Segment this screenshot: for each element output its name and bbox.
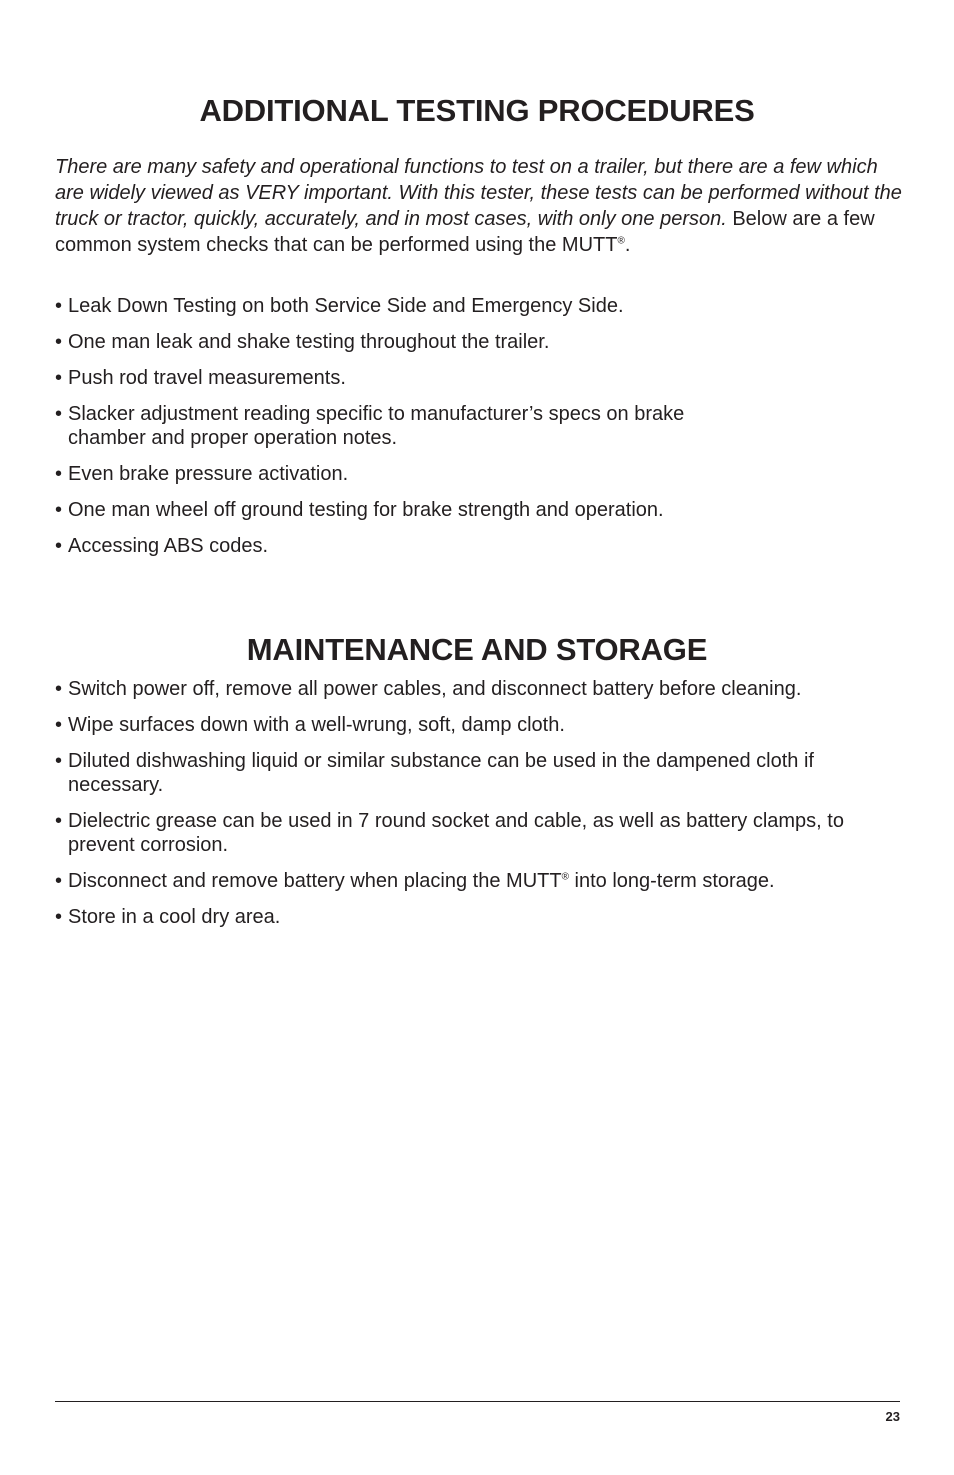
list-item: • Leak Down Testing on both Service Side and Emergency Side.	[55, 295, 624, 317]
bullet-icon: •	[55, 714, 63, 736]
intro-paragraph	[55, 154, 905, 258]
registered-mark: ®	[561, 871, 569, 883]
bullet-icon: •	[55, 678, 63, 700]
list-item: • One man wheel off ground testing for brake strength and operation.	[55, 499, 664, 521]
section-title-additional-testing: ADDITIONAL TESTING PROCEDURES	[199, 93, 755, 128]
intro-regular-text: Below are a few common system checks that can be performed using the MUTT	[55, 208, 875, 256]
bullet-icon: •	[55, 403, 63, 425]
bullet-icon: •	[55, 295, 63, 317]
bullet-icon: •	[55, 870, 63, 892]
bullet-icon: •	[55, 367, 63, 389]
list-item: • Accessing ABS codes.	[55, 535, 269, 557]
bullet-icon: •	[55, 906, 63, 928]
list-item: • Store in a cool dry area.	[55, 906, 281, 928]
list-item: • Disconnect and remove battery when placing the MUTT® into long-term storage.	[55, 870, 775, 892]
bullet-icon: •	[55, 750, 63, 772]
list-item: • One man leak and shake testing throughout the trailer.	[55, 331, 550, 353]
bullet-icon: •	[55, 499, 63, 521]
bullet-icon: •	[55, 535, 63, 557]
list-item: • Wipe surfaces down with a well-wrung, soft, damp cloth.	[55, 714, 565, 736]
bullet-icon: •	[55, 810, 63, 832]
list-item: • Push rod travel measurements.	[55, 367, 346, 389]
list-item: • Dielectric grease can be used in 7 round socket and cable, as well as battery clamps, to prevent corrosion.	[55, 810, 844, 856]
section-title-maintenance: MAINTENANCE AND STORAGE	[246, 632, 708, 667]
list-item: • Slacker adjustment reading specific to manufacturer’s specs on brake chamber and proper operation notes.	[55, 403, 685, 449]
registered-mark: ®	[617, 235, 625, 247]
footer-divider	[55, 1401, 900, 1402]
list-item: • Switch power off, remove all power cables, and disconnect battery before cleaning.	[55, 678, 802, 700]
intro-italic-text: There are many safety and operational functions to test on a trailer, but there are a few which are widely viewed as VERY important. With this tester, these tests can be performed without the truck or tractor, quickly, accurately, and in most cases, with only one person.	[55, 156, 902, 230]
intro-end-punctuation: .	[624, 234, 631, 256]
maintenance-list	[55, 677, 915, 941]
page-number: 23	[885, 1409, 900, 1424]
testing-procedures-list	[55, 294, 915, 570]
list-item: • Diluted dishwashing liquid or similar substance can be used in the dampened cloth if necessary.	[55, 750, 814, 796]
bullet-icon: •	[55, 463, 63, 485]
bullet-icon: •	[55, 331, 63, 353]
list-item: • Even brake pressure activation.	[55, 463, 349, 485]
